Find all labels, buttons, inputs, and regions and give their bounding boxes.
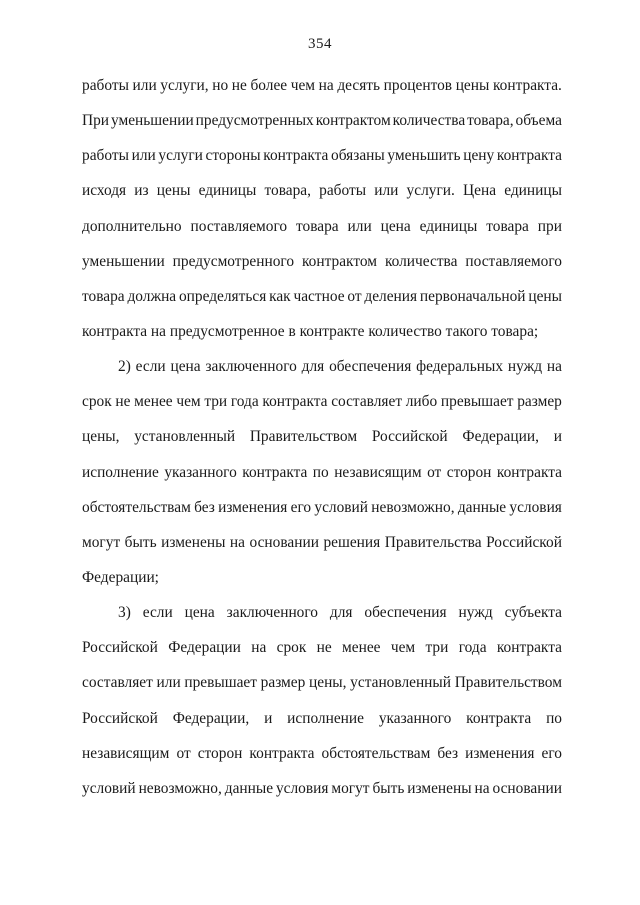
paragraph-continuation xyxy=(82,68,562,349)
text-line: дополнительно поставляемого товара или цена единицы товара при xyxy=(82,217,562,235)
text-line: работы или услуги стороны контракта обязаны уменьшить цену контракта xyxy=(82,147,562,165)
text-line: Федерации; xyxy=(82,568,159,586)
paragraph-item-2 xyxy=(82,349,562,595)
text-line: независящим от сторон контракта обстоятельствам без изменения его xyxy=(82,744,562,762)
document-body xyxy=(82,68,562,806)
text-line: обстоятельствам без изменения его условий невозможно, данные условия xyxy=(82,498,562,516)
text-line: могут быть изменены на основании решения Правительства Российской xyxy=(82,533,562,551)
page-number: 354 xyxy=(308,36,332,52)
text-line: цены, установленный Правительством Российской Федерации, и xyxy=(82,428,562,446)
text-line: исполнение указанного контракта по независящим от сторон контракта xyxy=(82,463,562,481)
text-line: работы или услуги, но не более чем на десять процентов цены контракта. xyxy=(82,77,562,94)
text-line: 2) если цена заключенного для обеспечения федеральных нужд на xyxy=(118,358,562,376)
text-line: Российской Федерации на срок не менее чем три года контракта xyxy=(82,639,562,657)
text-line: исходя из цены единицы товара, работы или услуги. Цена единицы xyxy=(82,182,562,200)
text-line: уменьшении предусмотренного контрактом количества поставляемого xyxy=(82,252,562,270)
text-line: Российской Федерации, и исполнение указанного контракта по xyxy=(82,709,562,727)
text-line: При уменьшении предусмотренных контрактом количества товара, объема xyxy=(82,112,562,130)
text-line: составляет или превышает размер цены, установленный Правительством xyxy=(82,674,562,692)
text-line: товара должна определяться как частное от деления первоначальной цены xyxy=(82,287,562,305)
text-line: 3) если цена заключенного для обеспечения нужд субъекта xyxy=(118,604,562,622)
text-line: условий невозможно, данные условия могут быть изменены на основании xyxy=(82,779,562,797)
text-line: контракта на предусмотренное в контракте количество такого товара; xyxy=(82,322,539,340)
text-line: срок не менее чем три года контракта составляет либо превышает размер xyxy=(82,393,562,411)
paragraph-item-3 xyxy=(82,595,562,806)
